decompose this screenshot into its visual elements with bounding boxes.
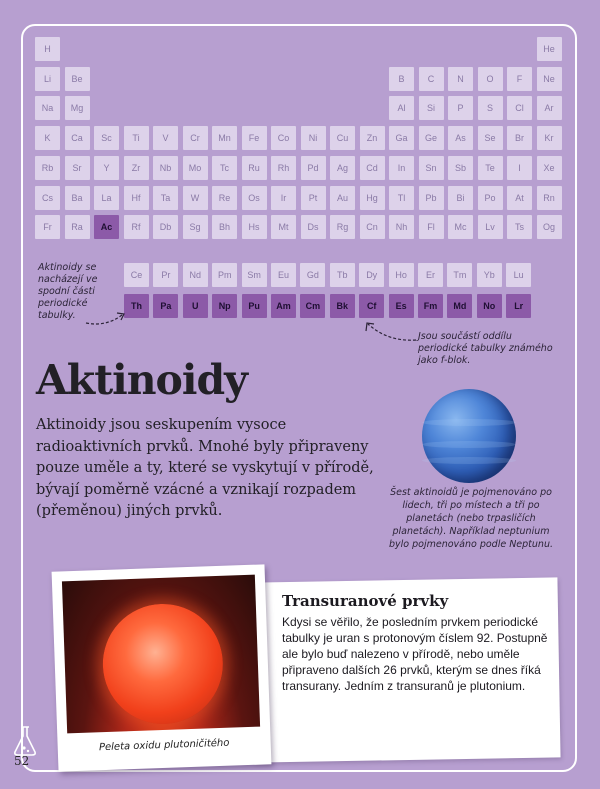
neptune-image bbox=[422, 389, 516, 483]
element-hf: Hf bbox=[124, 186, 149, 210]
element-pa: Pa bbox=[153, 294, 178, 318]
element-at: At bbox=[507, 186, 532, 210]
element-bi: Bi bbox=[448, 186, 473, 210]
element-mg: Mg bbox=[65, 96, 90, 120]
element-mn: Mn bbox=[212, 126, 237, 150]
element-se: Se bbox=[478, 126, 503, 150]
element-fm: Fm bbox=[418, 294, 443, 318]
element-ag: Ag bbox=[330, 156, 355, 180]
flask-icon bbox=[12, 725, 38, 757]
element-ir: Ir bbox=[271, 186, 296, 210]
element-am: Am bbox=[271, 294, 296, 318]
element-cs: Cs bbox=[35, 186, 60, 210]
element-u: U bbox=[183, 294, 208, 318]
element-rb: Rb bbox=[35, 156, 60, 180]
element-ts: Ts bbox=[507, 215, 532, 239]
element-cl: Cl bbox=[507, 96, 532, 120]
element-es: Es bbox=[389, 294, 414, 318]
element-mo: Mo bbox=[183, 156, 208, 180]
element-og: Og bbox=[537, 215, 562, 239]
element-li: Li bbox=[35, 67, 60, 91]
element-kr: Kr bbox=[537, 126, 562, 150]
element-he: He bbox=[537, 37, 562, 61]
planet-caption: Šest aktinoidů je pojmenováno po lidech, tři po místech a tři po planetách (nebo trpasličích planetách). Například neptunium bylo pojmenováno podle Neptunu. bbox=[388, 487, 553, 550]
element-ge: Ge bbox=[419, 126, 444, 150]
element-ti: Ti bbox=[124, 126, 149, 150]
page-number: 52 bbox=[14, 754, 30, 768]
element-xe: Xe bbox=[537, 156, 562, 180]
element-sr: Sr bbox=[65, 156, 90, 180]
transuranium-heading: Transuranové prvky bbox=[282, 592, 449, 610]
element-te: Te bbox=[478, 156, 503, 180]
element-ce: Ce bbox=[124, 263, 149, 287]
element-np: Np bbox=[212, 294, 237, 318]
element-mt: Mt bbox=[271, 215, 296, 239]
element-no: No bbox=[477, 294, 502, 318]
element-s: S bbox=[478, 96, 503, 120]
element-lu: Lu bbox=[506, 263, 531, 287]
element-hs: Hs bbox=[242, 215, 267, 239]
element-i: I bbox=[507, 156, 532, 180]
element-er: Er bbox=[418, 263, 443, 287]
element-as: As bbox=[448, 126, 473, 150]
element-bh: Bh bbox=[212, 215, 237, 239]
element-pm: Pm bbox=[212, 263, 237, 287]
element-al: Al bbox=[389, 96, 414, 120]
element-co: Co bbox=[271, 126, 296, 150]
element-sg: Sg bbox=[183, 215, 208, 239]
element-sn: Sn bbox=[419, 156, 444, 180]
element-fr: Fr bbox=[35, 215, 60, 239]
element-ho: Ho bbox=[389, 263, 414, 287]
element-br: Br bbox=[507, 126, 532, 150]
element-tb: Tb bbox=[330, 263, 355, 287]
glowing-pellet bbox=[101, 602, 225, 726]
element-ar: Ar bbox=[537, 96, 562, 120]
element-pu: Pu bbox=[242, 294, 267, 318]
element-pb: Pb bbox=[419, 186, 444, 210]
element-nb: Nb bbox=[153, 156, 178, 180]
element-pd: Pd bbox=[301, 156, 326, 180]
element-zr: Zr bbox=[124, 156, 149, 180]
plutonium-photo bbox=[52, 564, 272, 771]
element-hg: Hg bbox=[360, 186, 385, 210]
element-ni: Ni bbox=[301, 126, 326, 150]
element-au: Au bbox=[330, 186, 355, 210]
element-yb: Yb bbox=[477, 263, 502, 287]
arrow-to-f-block bbox=[358, 318, 420, 346]
element-os: Os bbox=[242, 186, 267, 210]
element-tc: Tc bbox=[212, 156, 237, 180]
element-h: H bbox=[35, 37, 60, 61]
element-mc: Mc bbox=[448, 215, 473, 239]
element-nh: Nh bbox=[389, 215, 414, 239]
element-v: V bbox=[153, 126, 178, 150]
element-n: N bbox=[448, 67, 473, 91]
element-dy: Dy bbox=[359, 263, 384, 287]
element-ba: Ba bbox=[65, 186, 90, 210]
note-f-block: Jsou součástí oddílu periodické tabulky známého jako f-blok. bbox=[418, 331, 553, 366]
element-cf: Cf bbox=[359, 294, 384, 318]
plutonium-pellet-image bbox=[62, 575, 260, 734]
element-tl: Tl bbox=[389, 186, 414, 210]
element-ra: Ra bbox=[65, 215, 90, 239]
element-in: In bbox=[389, 156, 414, 180]
element-cn: Cn bbox=[360, 215, 385, 239]
element-tm: Tm bbox=[447, 263, 472, 287]
element-o: O bbox=[478, 67, 503, 91]
page-title: Aktinoidy bbox=[36, 356, 247, 404]
element-ds: Ds bbox=[301, 215, 326, 239]
transuranium-body: Kdysi se věřilo, že posledním prvkem periodické tabulky je uran s protonovým číslem 92. Postupně ale bylo buď nalezeno v přírodě, nebo uměle připraveno dalších 26 prvků, kterým se dnes říká transurany. Jedním z transuranů je plutonium. bbox=[282, 615, 548, 693]
element-si: Si bbox=[419, 96, 444, 120]
element-bk: Bk bbox=[330, 294, 355, 318]
element-y: Y bbox=[94, 156, 119, 180]
element-pr: Pr bbox=[153, 263, 178, 287]
element-sm: Sm bbox=[242, 263, 267, 287]
element-fe: Fe bbox=[242, 126, 267, 150]
element-rg: Rg bbox=[330, 215, 355, 239]
element-ac: Ac bbox=[94, 215, 119, 239]
element-c: C bbox=[419, 67, 444, 91]
element-ne: Ne bbox=[537, 67, 562, 91]
element-rn: Rn bbox=[537, 186, 562, 210]
element-gd: Gd bbox=[300, 263, 325, 287]
element-ca: Ca bbox=[65, 126, 90, 150]
element-cr: Cr bbox=[183, 126, 208, 150]
element-lr: Lr bbox=[506, 294, 531, 318]
element-cu: Cu bbox=[330, 126, 355, 150]
element-pt: Pt bbox=[301, 186, 326, 210]
note-bottom-of-table: Aktinoidy se nacházejí ve spodní části periodické tabulky. bbox=[38, 262, 98, 321]
element-p: P bbox=[448, 96, 473, 120]
element-be: Be bbox=[65, 67, 90, 91]
element-na: Na bbox=[35, 96, 60, 120]
element-nd: Nd bbox=[183, 263, 208, 287]
element-ru: Ru bbox=[242, 156, 267, 180]
element-zn: Zn bbox=[360, 126, 385, 150]
element-re: Re bbox=[212, 186, 237, 210]
element-db: Db bbox=[153, 215, 178, 239]
element-eu: Eu bbox=[271, 263, 296, 287]
element-lv: Lv bbox=[478, 215, 503, 239]
element-f: F bbox=[507, 67, 532, 91]
arrow-to-actinides bbox=[84, 305, 130, 329]
photo-caption: Peleta oxidu plutoničitého bbox=[98, 737, 230, 754]
element-th: Th bbox=[124, 294, 149, 318]
element-sc: Sc bbox=[94, 126, 119, 150]
intro-paragraph: Aktinoidy jsou seskupením vysoce radioaktivních prvků. Mnohé byly připraveny pouze uměle a ty, které se vyskytují v přírodě, bývají poměrně vzácné a vznikají rozpadem (přeměnou) jiných prvků. bbox=[36, 417, 374, 519]
element-k: K bbox=[35, 126, 60, 150]
element-b: B bbox=[389, 67, 414, 91]
element-la: La bbox=[94, 186, 119, 210]
element-rf: Rf bbox=[124, 215, 149, 239]
element-md: Md bbox=[447, 294, 472, 318]
element-rh: Rh bbox=[271, 156, 296, 180]
element-ta: Ta bbox=[153, 186, 178, 210]
element-cd: Cd bbox=[360, 156, 385, 180]
element-cm: Cm bbox=[300, 294, 325, 318]
element-fl: Fl bbox=[419, 215, 444, 239]
element-po: Po bbox=[478, 186, 503, 210]
element-w: W bbox=[183, 186, 208, 210]
element-sb: Sb bbox=[448, 156, 473, 180]
element-ga: Ga bbox=[389, 126, 414, 150]
